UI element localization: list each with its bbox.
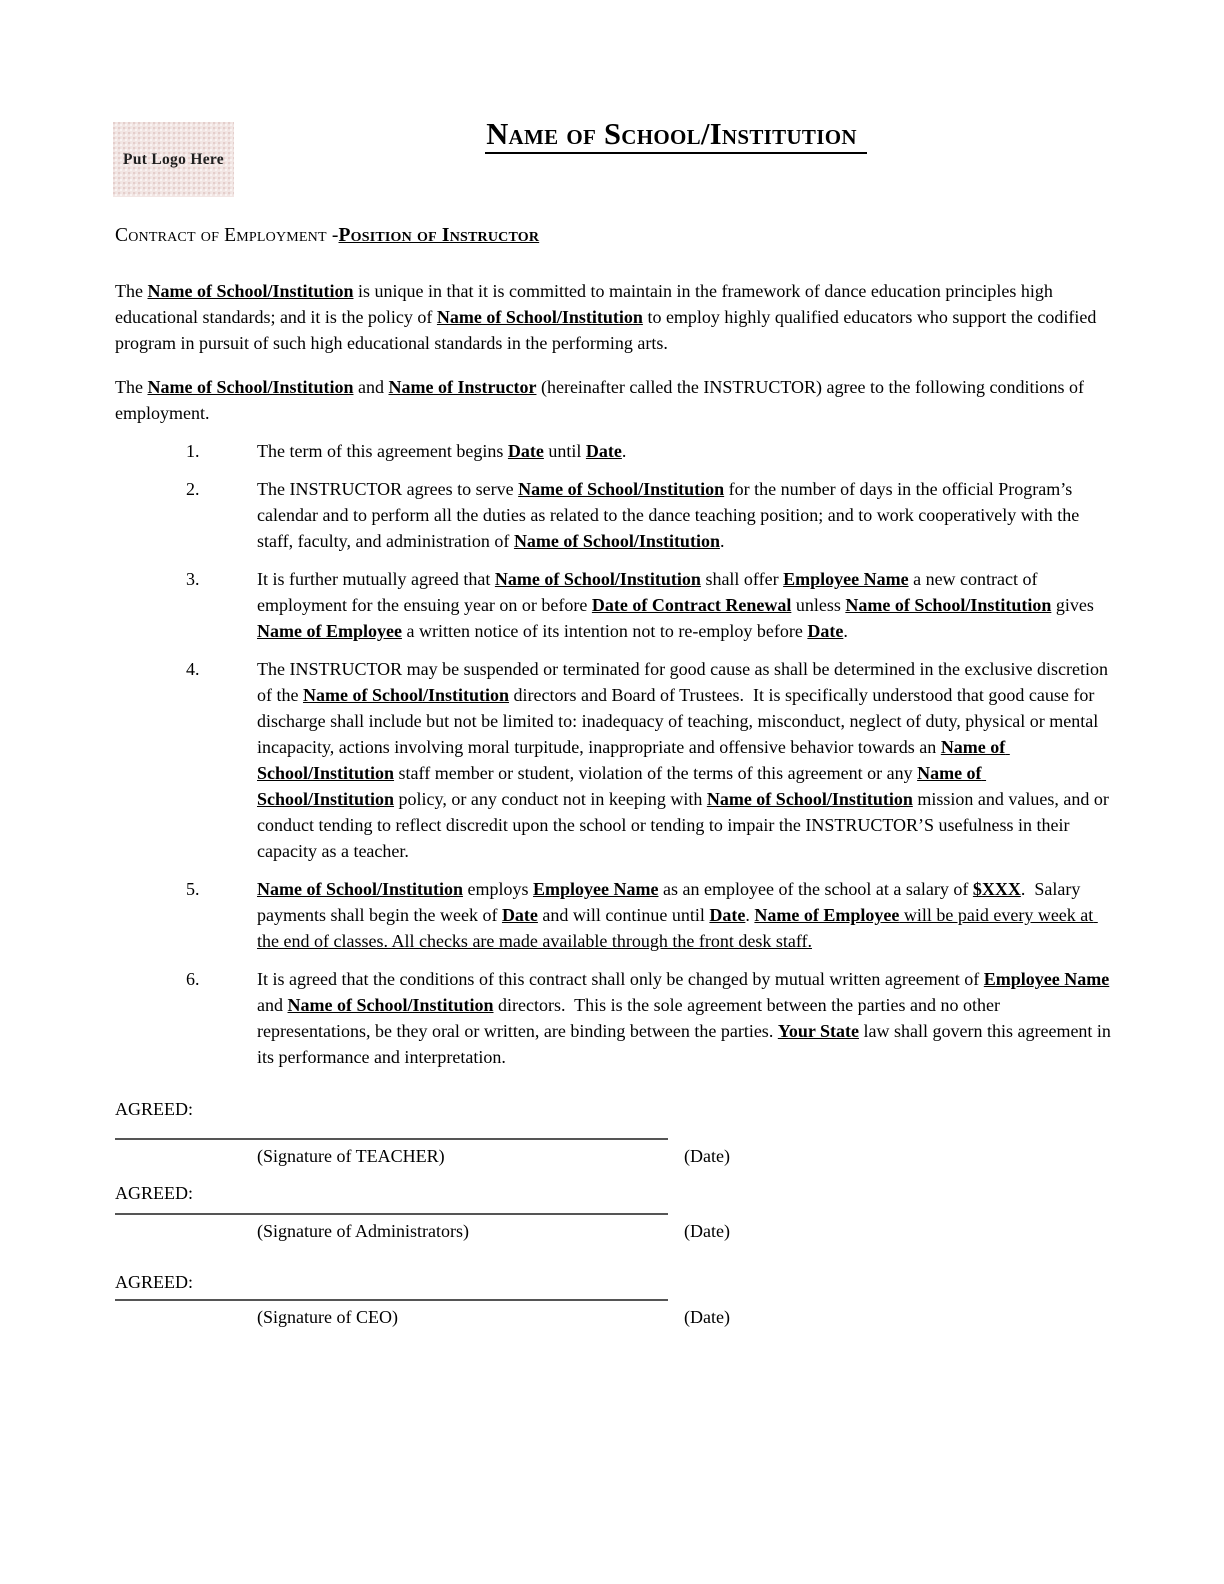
term-item-text: It is further mutually agreed that Name of School/Institution shall offer Employee Name a new contract of employment for the ensuing year on or before Date of Contract Renewal unless Name of School/Institution gives Name of Employee a written notice of its intention not to re-employ before Date. xyxy=(257,569,1099,641)
signature-caption: (Signature of CEO) xyxy=(257,1307,398,1327)
term-item-text: The INSTRUCTOR agrees to serve Name of School/Institution for the number of days in the official Program’s calendar and to perform all the duties as related to the dance teaching position; and to work cooperatively with the staff, faculty, and administration of Name of School/Institution. xyxy=(257,479,1084,551)
contract-heading-label: Contract of Employment - xyxy=(115,225,339,246)
term-item-number: 6. xyxy=(186,969,200,989)
ceo-signature-line[interactable] xyxy=(115,1295,668,1301)
term-item-number: 4. xyxy=(186,659,200,679)
agreed-label: AGREED: xyxy=(115,1099,193,1119)
term-item-text: The term of this agreement begins Date until Date. xyxy=(257,441,627,461)
intro-paragraph-1: The Name of School/Institution is unique in that it is committed to maintain in the framework of dance education principles high educational standards; and it is the policy of Name of School/Institution to employ highly qualified educators who support the codified program in pursuit of such high educational standards in the performing arts. xyxy=(115,281,1101,353)
term-item-number: 2. xyxy=(186,479,200,499)
date-caption: (Date) xyxy=(684,1221,730,1241)
teacher-signature-line[interactable] xyxy=(115,1122,668,1140)
agreed-label: AGREED: xyxy=(115,1272,193,1292)
term-item-3 xyxy=(115,566,1111,644)
term-item-4 xyxy=(115,656,1114,864)
term-item-number: 1. xyxy=(186,441,200,461)
administrators-signature-line[interactable] xyxy=(115,1206,668,1215)
term-item-5 xyxy=(115,876,1111,954)
intro-paragraph-2: The Name of School/Institution and Name of Instructor (hereinafter called the INSTRUCTOR) agree to the following conditions of employment. xyxy=(115,377,1089,423)
date-caption: (Date) xyxy=(684,1146,730,1166)
term-item-number: 3. xyxy=(186,569,200,589)
signature-block-administrators xyxy=(115,1180,1111,1244)
date-caption: (Date) xyxy=(684,1307,730,1327)
document-title: Name of School/Institution xyxy=(485,117,867,154)
signature-caption-row xyxy=(115,1304,1111,1330)
term-item-text: It is agreed that the conditions of this contract shall only be changed by mutual written agreement of Employee Name and Name of School/Institution directors. This is the sole agreement between the parties and no other representations, be they oral or written, are binding between the parties. Your State law shall govern this agreement in its performance and interpretation. xyxy=(257,969,1116,1067)
term-item-number: 5. xyxy=(186,879,200,899)
signature-caption: (Signature of TEACHER) xyxy=(257,1146,445,1166)
term-item-text: Name of School/Institution employs Employee Name as an employee of the school at a salary of $XXX. Salary payments shall begin the week of Date and will continue until Date. Name of Employee will be paid every week at the end of classes. All checks are made available through the front desk staff. xyxy=(257,879,1098,951)
term-item-text: The INSTRUCTOR may be suspended or terminated for good cause as shall be determined in the exclusive discretion of the Name of School/Institution directors and Board of Trustees. It is specifically understood that good cause for discharge shall include but not be limited to: inadequacy of teaching, misconduct, neglect of duty, physical or mental incapacity, actions involving moral turpitude, inappropriate and offensive behavior towards an Name of School/Institution staff member or student, violation of the terms of this agreement or any Name of School/Institution policy, or any conduct not in keeping with Name of School/Institution mission and values, and or conduct tending to reflect discredit upon the school or tending to impair the INSTRUCTOR’S usefulness in their capacity as a teacher. xyxy=(257,659,1114,861)
contract-heading xyxy=(115,223,1111,249)
document-body xyxy=(115,223,1116,1330)
contract-heading-position: Position of Instructor xyxy=(338,225,540,246)
term-item-6 xyxy=(115,966,1116,1070)
signature-block-teacher xyxy=(115,1096,1111,1169)
signature-block-ceo xyxy=(115,1269,1111,1330)
signature-caption-row xyxy=(115,1143,1111,1169)
logo-placeholder-text: Put Logo Here xyxy=(123,150,224,168)
agreed-label: AGREED: xyxy=(115,1183,193,1203)
signature-caption-row xyxy=(115,1218,1111,1244)
term-item-1 xyxy=(115,438,1111,464)
document-header xyxy=(128,114,1224,160)
signature-caption: (Signature of Administrators) xyxy=(257,1221,469,1241)
term-item-2 xyxy=(115,476,1111,554)
